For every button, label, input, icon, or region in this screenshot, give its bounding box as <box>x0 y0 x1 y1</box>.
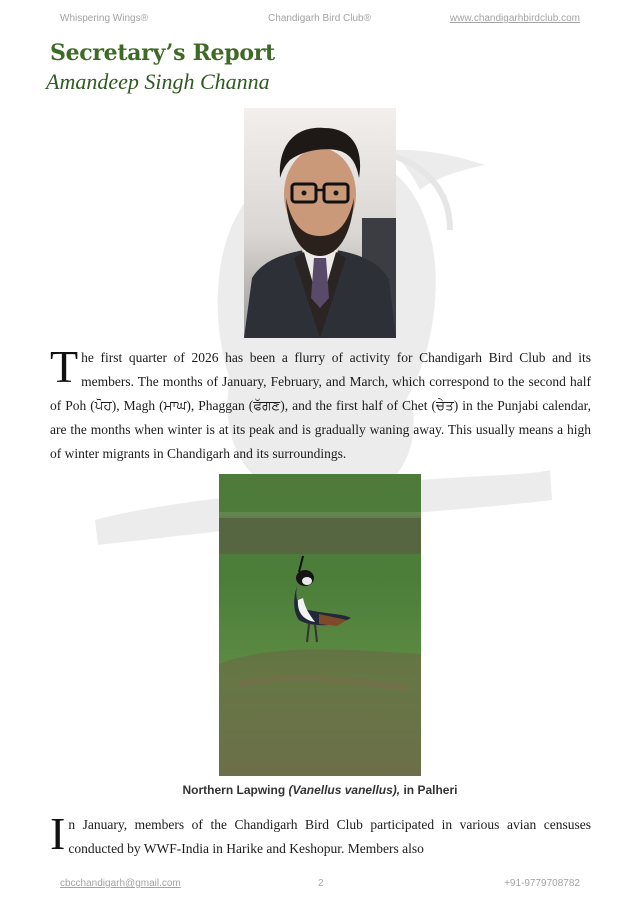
author-name: Amandeep Singh Channa <box>46 69 270 94</box>
footer-phone: +91-9779708782 <box>504 878 580 889</box>
caption-location: in Palheri <box>400 783 458 797</box>
page-footer <box>60 878 580 894</box>
caption-species-name: (Vanellus vanellus), <box>288 783 401 797</box>
header-club: Chandigarh Bird Club® <box>268 13 371 24</box>
page-number: 2 <box>318 878 324 889</box>
header-publication: Whispering Wings® <box>60 13 148 24</box>
drop-cap: I <box>50 808 66 859</box>
page-header <box>60 13 580 29</box>
drop-cap: T <box>50 341 79 392</box>
intro-paragraph <box>50 341 591 466</box>
page-title: Secretary’s Report <box>50 40 275 66</box>
intro-paragraph-text: he first quarter of 2026 has been a flurry of activity for Chandigarh Bird Club and its members. The months of January, February, and March, which correspond to the second half of Poh (ਪੋਹ), Magh (ਮਾਘ), Phaggan (ਫੱਗਣ), and the first half of Chet (ਚੇਤ) in the Punjabi calendar, are the months when winter is at its peak and is gradually waning away. This usually means a high of winter migrants in Chandigarh and its surroundings. <box>50 350 591 461</box>
caption-common-name: Northern Lapwing <box>182 783 289 797</box>
footer-email-link[interactable]: cbcchandigarh@gmail.com <box>60 878 181 889</box>
header-website-link[interactable]: www.chandigarhbirdclub.com <box>449 13 580 24</box>
photo-caption <box>0 783 640 797</box>
northern-lapwing-photo <box>219 474 421 776</box>
secretary-portrait-photo <box>244 108 396 338</box>
january-paragraph-text: n January, members of the Chandigarh Bird Club participated in various avian censuses conducted by WWF-India in Harike and Keshopur. Members also <box>68 817 591 856</box>
january-paragraph <box>50 808 591 861</box>
